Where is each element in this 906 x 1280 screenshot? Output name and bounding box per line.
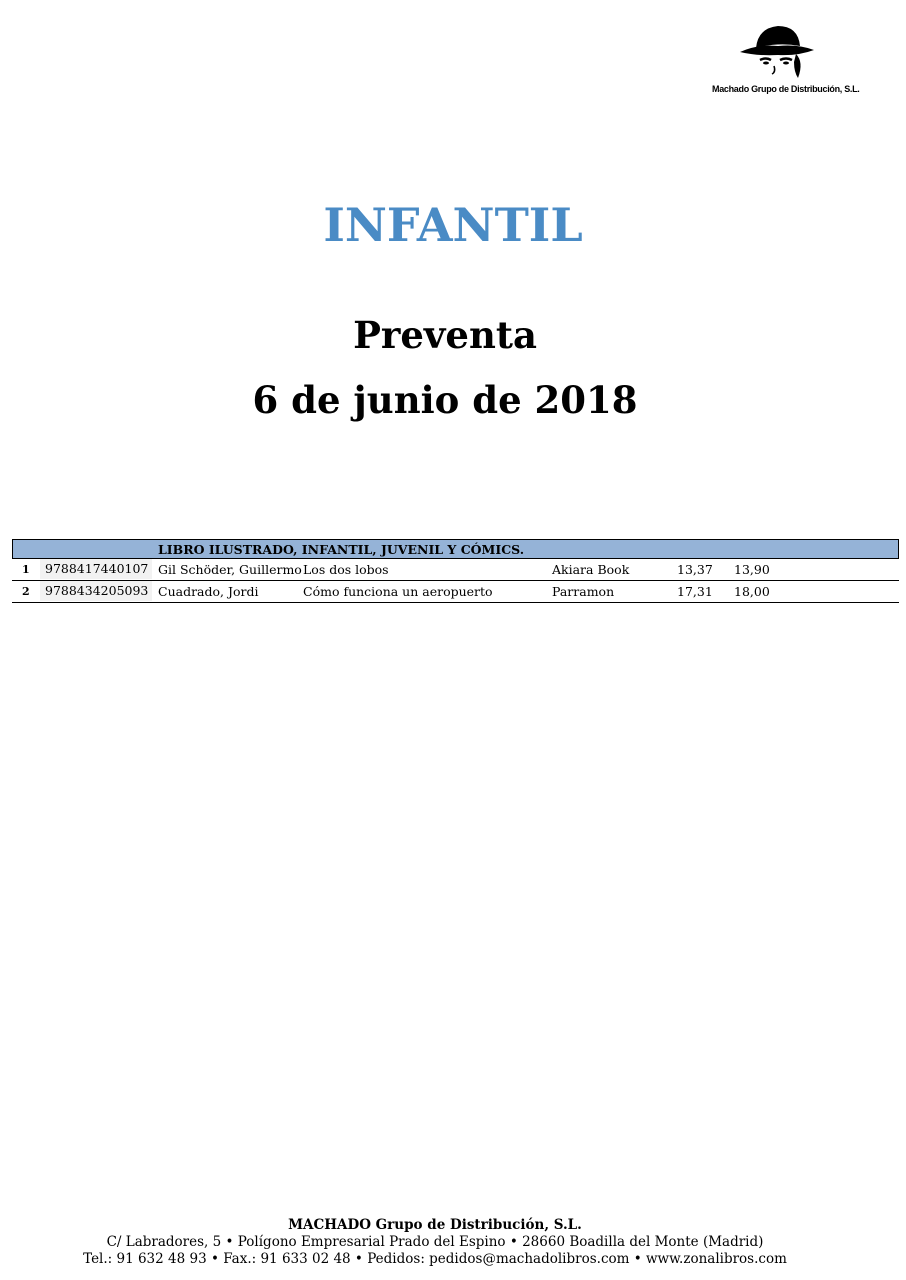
section-header-label: LIBRO ILUSTRADO, INFANTIL, JUVENIL Y CÓMICS.	[158, 542, 525, 557]
row-number: 2	[22, 585, 30, 598]
page-date: 6 de junio de 2018	[252, 378, 638, 422]
page-footer	[0, 1217, 870, 1268]
row-price: 13,90	[734, 562, 770, 577]
row-price: 18,00	[734, 584, 770, 599]
table-section-header	[12, 539, 899, 559]
table-row	[12, 581, 899, 603]
page-subtitle: Preventa	[353, 313, 537, 357]
row-isbn: 9788417440107	[40, 559, 152, 579]
row-author: Cuadrado, Jordi	[158, 584, 259, 599]
page-title: INFANTIL	[323, 198, 583, 252]
row-price-no-tax: 13,37	[677, 562, 713, 577]
row-title: Los dos lobos	[303, 562, 389, 577]
footer-contact: Tel.: 91 632 48 93 • Fax.: 91 633 02 48 • Pedidos: pedidos@machadolibros.com • www.zonalibros.com	[83, 1251, 787, 1267]
logo-caption: Machado Grupo de Distribución, S.L.	[712, 84, 860, 94]
row-number: 1	[22, 563, 30, 576]
row-publisher: Parramon	[552, 584, 615, 599]
table-row	[12, 559, 899, 581]
footer-address: C/ Labradores, 5 • Polígono Empresarial Prado del Espino • 28660 Boadilla del Monte (Madrid)	[106, 1234, 764, 1250]
footer-company: MACHADO Grupo de Distribución, S.L.	[288, 1217, 582, 1233]
row-title: Cómo funciona un aeropuerto	[303, 584, 493, 599]
company-logo	[712, 22, 860, 98]
row-price-no-tax: 17,31	[677, 584, 713, 599]
row-publisher: Akiara Book	[552, 562, 630, 577]
man-with-hat-logo-icon	[738, 22, 816, 84]
book-table	[12, 539, 899, 603]
row-isbn: 9788434205093	[40, 581, 152, 601]
row-author: Gil Schöder, Guillermo	[158, 562, 302, 577]
